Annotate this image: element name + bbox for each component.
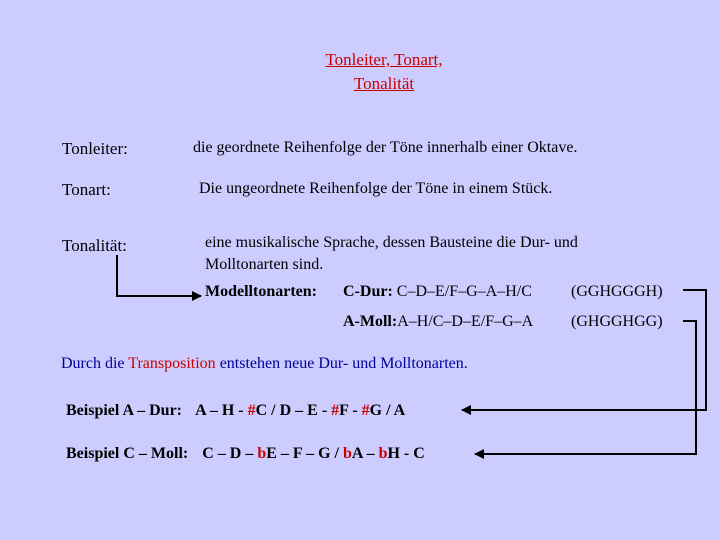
arrow-amoll-to-c	[475, 321, 696, 454]
beispiel-c-label: Beispiel C – Moll:	[66, 445, 189, 462]
title-line-1: Tonleiter, Tonart,	[325, 50, 443, 69]
definition-tonart: Die ungeordnete Reihenfolge der Töne in einem Stück.	[199, 180, 553, 197]
amoll-label: A-Moll:	[343, 313, 398, 330]
modelltonarten-label: Modelltonarten:	[205, 283, 317, 300]
cdur-pattern: (GGHGGGH)	[571, 283, 663, 300]
term-tonleiter: Tonleiter:	[62, 139, 128, 158]
beispiel-c-notes: C – D – bE – F – G / bA – bH - C	[202, 445, 425, 462]
definition-tonalitaet-line-1: eine musikalische Sprache, dessen Bausteine die Dur- und	[205, 234, 578, 251]
amoll-notes: A–H/C–D–E/F–G–A	[397, 313, 534, 330]
term-tonalitaet: Tonalität:	[62, 236, 127, 255]
transposition-keyword: Transposition	[128, 355, 216, 372]
arrow-tonalitaet	[117, 255, 201, 296]
cdur-notes: C–D–E/F–G–A–H/C	[396, 283, 532, 300]
transposition-suffix: entstehen neue Dur- und Molltonarten.	[219, 355, 468, 372]
cdur-label: C-Dur:	[343, 283, 393, 300]
definition-tonleiter: die geordnete Reihenfolge der Töne innerhalb einer Oktave.	[193, 139, 578, 156]
beispiel-a-label: Beispiel A – Dur:	[66, 402, 183, 419]
term-tonart: Tonart:	[62, 180, 111, 199]
arrow-cdur-to-a	[462, 290, 706, 410]
transposition-prefix: Durch die	[61, 355, 125, 372]
title-line-2: Tonalität	[353, 74, 415, 93]
amoll-pattern: (GHGGHGG)	[571, 313, 663, 330]
beispiel-a-notes: A – H - #C / D – E - #F - #G / A	[195, 402, 406, 419]
definition-tonalitaet-line-2: Molltonarten sind.	[205, 256, 324, 273]
